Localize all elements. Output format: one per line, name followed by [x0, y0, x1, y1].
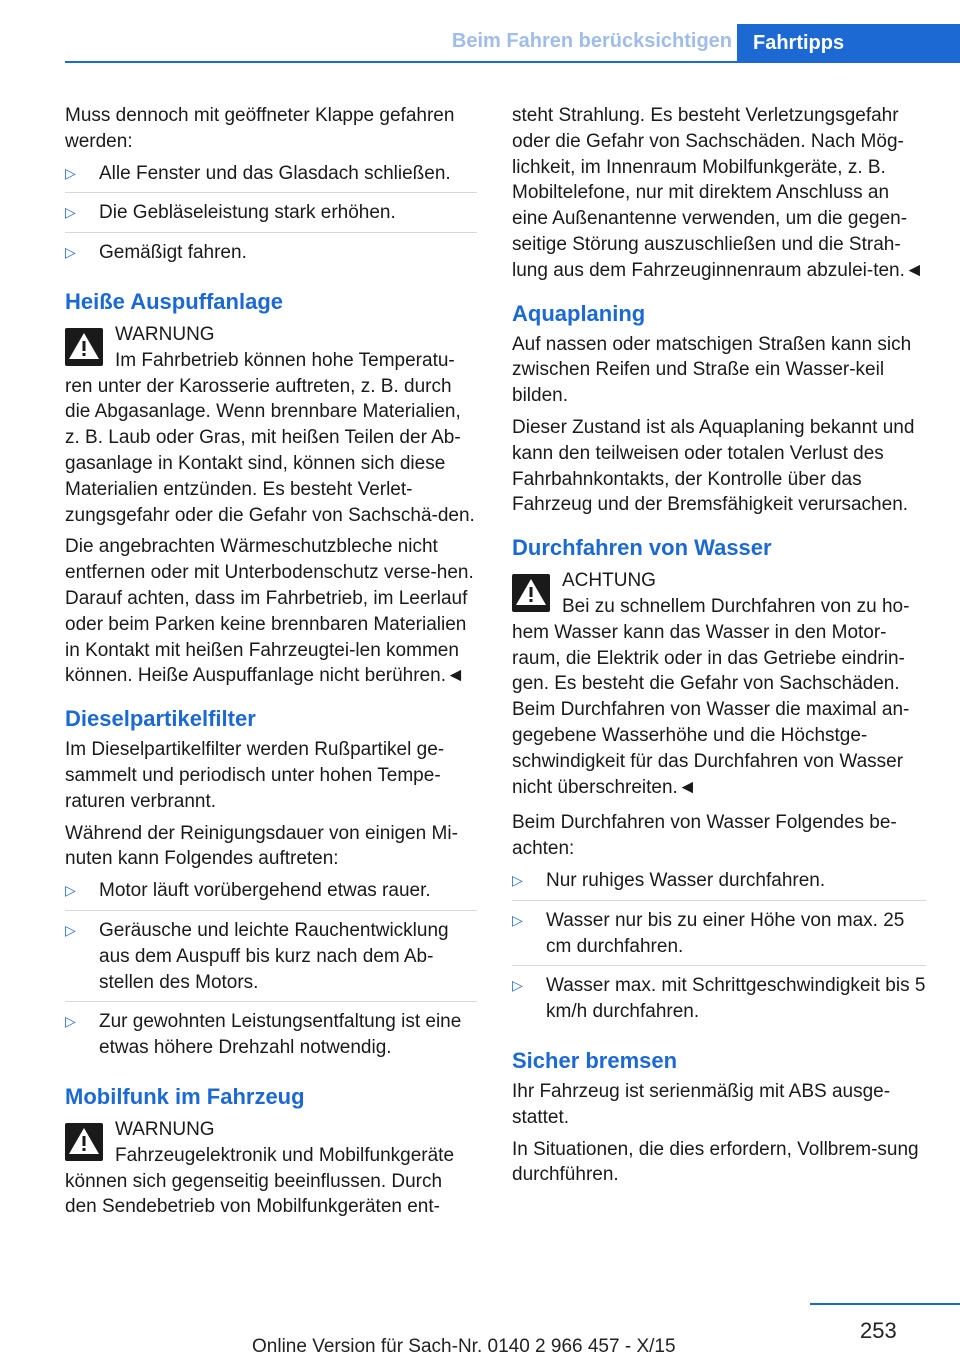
right-column: [512, 103, 926, 1194]
bullet-list-diesel: [65, 878, 477, 1067]
footer-rule: [810, 1303, 960, 1305]
heading-durchfahren-wasser: Durchfahren von Wasser: [512, 535, 772, 561]
footer-version-note: Online Version für Sach-Nr. 0140 2 966 457 - X/15: [252, 1336, 676, 1357]
warning-text: Fahrzeugelektronik und Mobilfunkgeräte können sich gegenseitig beeinflussen. Durch den Sendebetrieb von Mobilfunkgeräten ent-: [65, 1144, 455, 1218]
triangle-bullet-icon: ▷: [512, 871, 523, 888]
warning-text: Im Fahrbetrieb können hohe Temperatu-ren unter der Karosserie auftreten, z. B. durch die Abgasanlage. Wenn brennbare Materialien, z. B. Laub oder Gras, mit heißen Teilen der Ab-gasanlage in Kontakt sind, können sich diese Materialien entzünden. Es besteht Verlet-zungsgefahr oder die Gefahr von Sachschä-den.: [65, 349, 475, 526]
aquaplaning-paragraph-2: Dieser Zustand ist als Aquaplaning bekannt und kann den teilweisen oder totalen Verlust des Fahrbahnkontakts, der Kontrolle über das Fahrzeug und der Bremsfähigkeit verursachen.: [512, 416, 915, 516]
bullet-list-wasser: [512, 868, 926, 1031]
page-header: [0, 0, 960, 62]
warning-box-mobilfunk: [65, 1117, 477, 1220]
intro-text: Muss dennoch mit geöffneter Klappe gefahren werden:: [65, 105, 455, 152]
triangle-bullet-icon: ▷: [65, 921, 76, 938]
header-chapter-label: Fahrtipps: [753, 32, 845, 54]
list-item: ▷ Die Gebläseleistung stark erhöhen.: [65, 200, 477, 233]
aquaplaning-paragraph-1: Auf nassen oder matschigen Straßen kann sich zwischen Reifen und Straße ein Wasser-keil bilden.: [512, 333, 912, 407]
list-item: ▷ Gemäßigt fahren.: [65, 240, 477, 272]
header-rule: [65, 61, 960, 63]
list-item: ▷ Wasser max. mit Schrittgeschwindigkeit bis 5 km/h durchfahren.: [512, 975, 926, 1023]
caution-text: Bei zu schnellem Durchfahren von zu ho-hem Wasser kann das Wasser in den Motor-raum, die Elektrik oder in das Getriebe eindrin-gen. Es besteht die Gefahr von Sachschäden. Beim Durchfahren von Wasser die maximal an-gegebene Wasserhöhe und die Höchstge-schwindigkeit für das Durchfahren von Wasser nicht überschreiten.◄: [512, 595, 910, 798]
triangle-bullet-icon: ▷: [65, 882, 76, 899]
heading-auspuffanlage: Heiße Auspuffanlage: [65, 288, 283, 314]
list-item: ▷ Motor läuft vorübergehend etwas rauer.: [65, 878, 477, 911]
left-column: [65, 103, 477, 1226]
warning-triangle-icon: [65, 1123, 103, 1161]
heading-mobilfunk: Mobilfunk im Fahrzeug: [65, 1083, 305, 1109]
list-item: ▷ Nur ruhiges Wasser durchfahren.: [512, 868, 926, 901]
caution-box-wasser: [512, 568, 926, 800]
list-item: ▷ Alle Fenster und das Glasdach schließen.: [65, 161, 477, 194]
header-section-title: Beim Fahren berücksichtigen: [451, 30, 732, 52]
warning-title: WARNUNG: [115, 1118, 215, 1140]
triangle-bullet-icon: ▷: [65, 204, 76, 221]
list-item: ▷ Wasser nur bis zu einer Höhe von max. 25 cm durchfahren.: [512, 908, 926, 967]
header-chapter-tab: [737, 24, 960, 62]
bremsen-paragraph-2: In Situationen, die dies erfordern, Vollbrem-sung durchführen.: [512, 1138, 919, 1186]
page-number: 253: [860, 1318, 897, 1343]
list-item: ▷ Zur gewohnten Leistungsentfaltung ist eine etwas höhere Drehzahl notwendig.: [65, 1011, 462, 1059]
triangle-bullet-icon: ▷: [512, 977, 523, 994]
triangle-bullet-icon: ▷: [65, 1013, 76, 1030]
warning-text-2: Die angebrachten Wärmeschutzbleche nicht entfernen oder mit Unterbodenschutz verse-hen. Darauf achten, dass im Fahrbetrieb, im Leerlauf oder beim Parken keine brennbaren Materialien in Kontakt mit heißen Fahrzeugtei-len kommen können. Heiße Auspuffanlage nicht berühren.◄: [65, 536, 474, 687]
bullet-list-klappe: [65, 161, 477, 272]
caution-title: ACHTUNG: [562, 570, 656, 592]
heading-aquaplaning: Aquaplaning: [512, 300, 646, 326]
warning-triangle-icon: [65, 328, 103, 366]
triangle-bullet-icon: ▷: [65, 164, 76, 181]
mobilfunk-continuation: steht Strahlung. Es besteht Verletzungsgefahr oder die Gefahr von Sachschäden. Nach Mög-lichkeit, im Innenraum Mobilfunkgeräte, z. B. Mobiltelefone, nur mit direktem Anschluss an eine Außenantenne verwenden, um die gegen-seitige Störung auszuschließen und die Strah-lung aus dem Fahrzeuginnenraum abzulei-ten.◄: [512, 105, 924, 281]
diesel-paragraph-2: Während der Reinigungsdauer von einigen Mi-nuten kann Folgendes auftreten:: [65, 822, 458, 870]
wasser-paragraph: Beim Durchfahren von Wasser Folgendes be-achten:: [512, 812, 897, 860]
bremsen-paragraph-1: Ihr Fahrzeug ist serienmäßig mit ABS ausge-stattet.: [512, 1080, 891, 1128]
triangle-bullet-icon: ▷: [65, 244, 76, 261]
list-item: ▷ Geräusche und leichte Rauchentwicklung aus dem Auspuff bis kurz nach dem Ab-stellen des Motors.: [65, 918, 477, 1002]
warning-triangle-icon: [512, 574, 550, 612]
heading-dieselpartikelfilter: Dieselpartikelfilter: [65, 706, 256, 732]
warning-title: WARNUNG: [115, 323, 215, 345]
heading-sicher-bremsen: Sicher bremsen: [512, 1047, 678, 1073]
warning-box-auspuff: [65, 322, 477, 689]
triangle-bullet-icon: ▷: [512, 911, 523, 928]
diesel-paragraph-1: Im Dieselpartikelfilter werden Rußpartikel ge-sammelt und periodisch unter hohen Tempe-raturen verbrannt.: [65, 739, 445, 812]
